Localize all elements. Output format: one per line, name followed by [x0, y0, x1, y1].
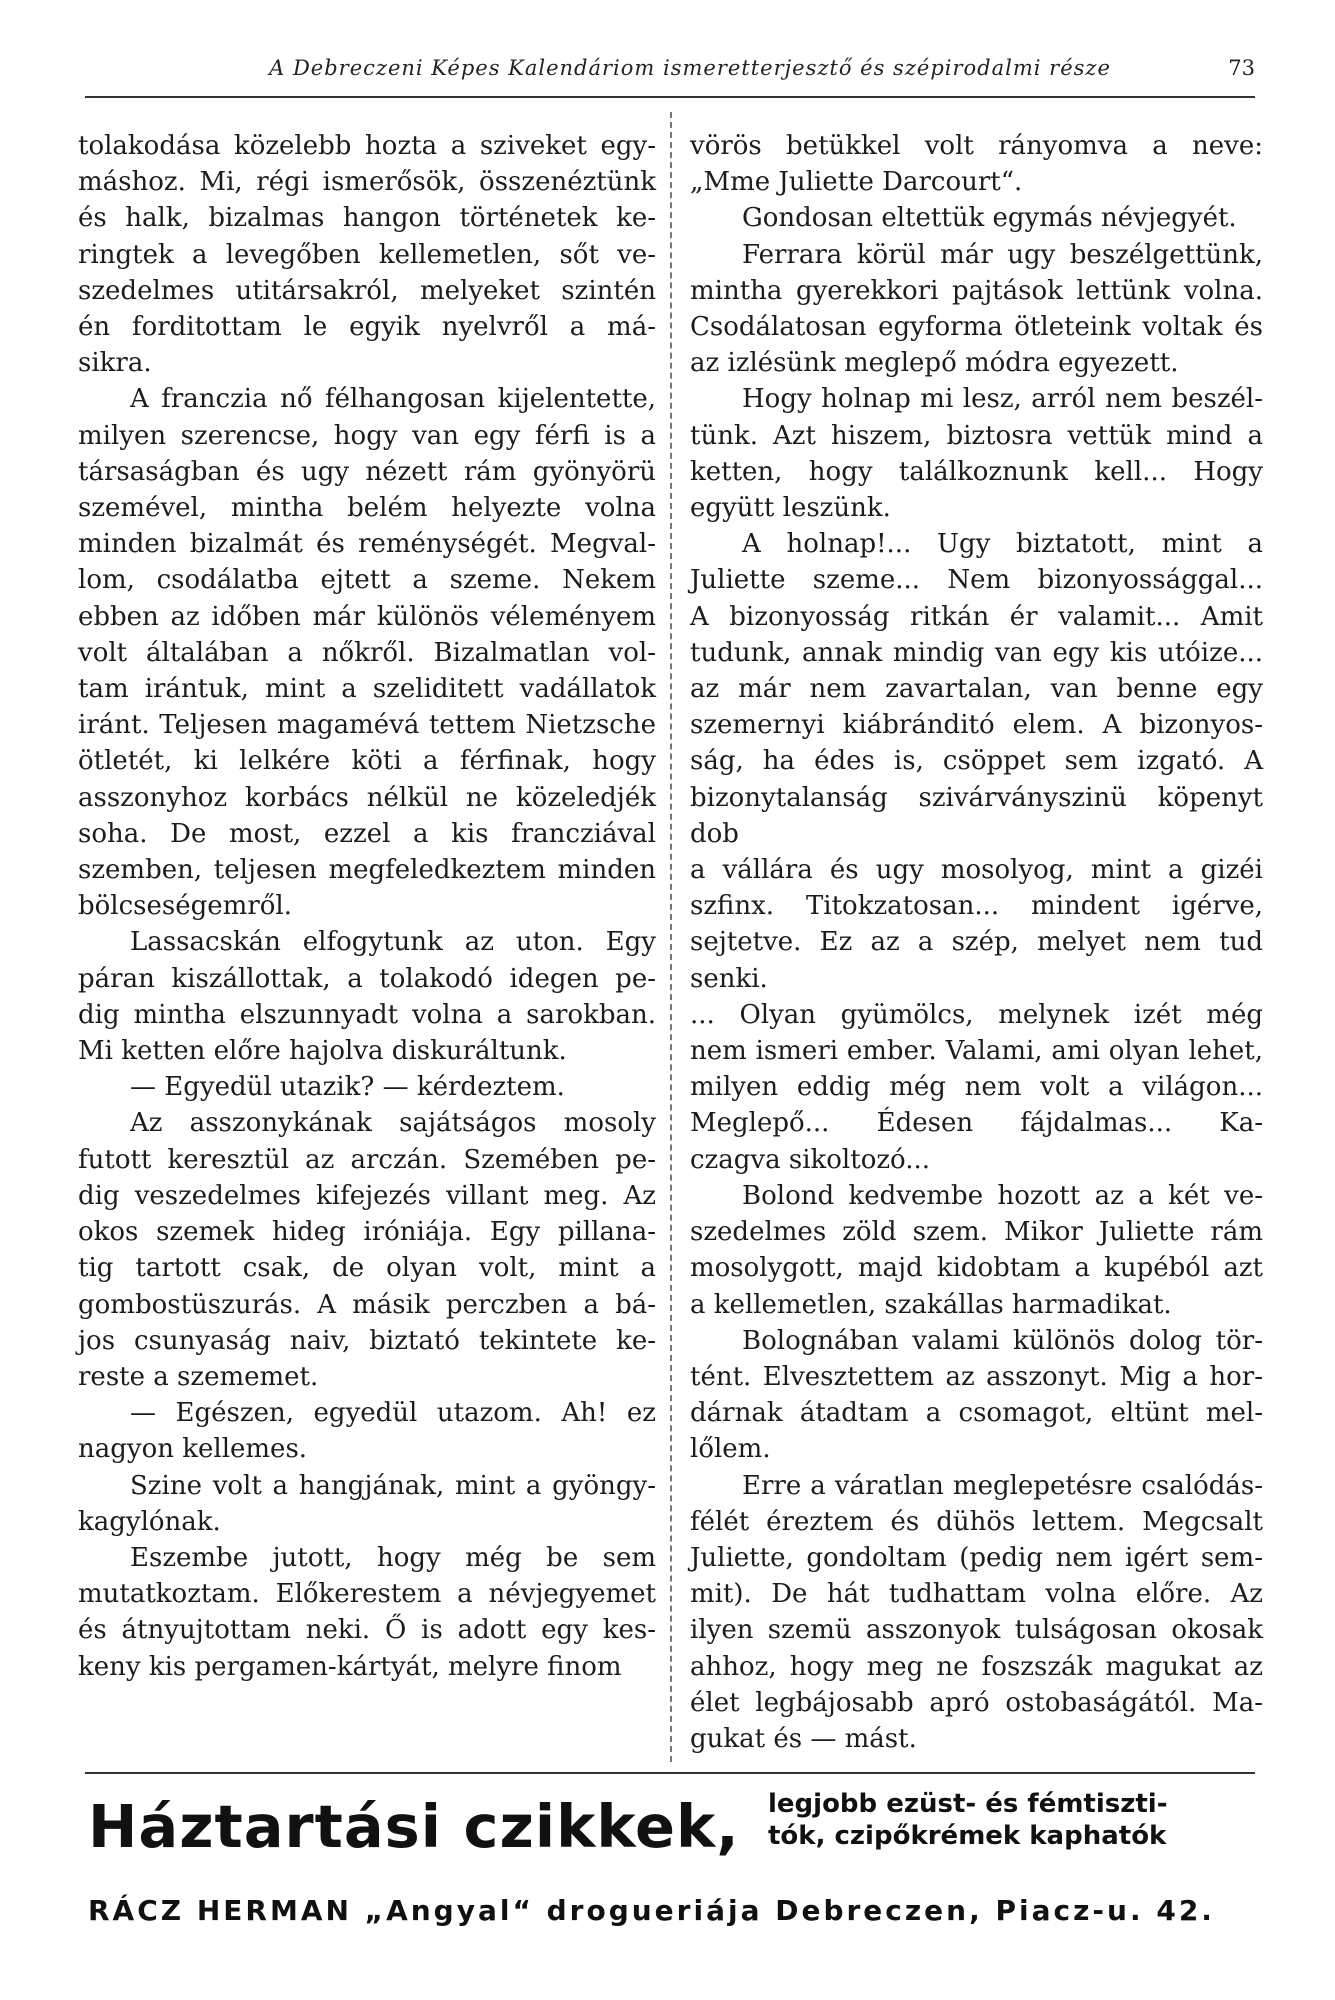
text-line: szfinx. Titokzatosan... mindent igérve,	[690, 891, 1263, 922]
text-line: jos csunyaság naiv, biztató tekintete ke-	[78, 1325, 656, 1356]
text-line: élet legbájosabb apró ostobaságától. Ma-	[690, 1687, 1263, 1718]
text-line: Bolond kedvembe hozott az a két ve-	[742, 1180, 1263, 1211]
text-line: tam irántuk, mint a szeliditett vadállatok	[78, 674, 656, 705]
text-line: tolakodása közelebb hozta a sziveket egy-	[78, 131, 656, 161]
page-header	[90, 56, 1255, 96]
text-line: kagylónak.	[78, 1506, 221, 1537]
advertisement-address: RÁCZ HERMAN „Angyal“ drogueriája Debreczen, Piacz-u. 42.	[88, 1894, 1215, 1927]
text-line: A holnap!... Ugy biztatott, mint a	[742, 529, 1263, 560]
text-line: minden bizalmát és reménységét. Megval-	[78, 529, 656, 560]
text-line: dig veszedelmes kifejezés villant meg. Az	[78, 1180, 656, 1211]
advertisement-side-text	[768, 1788, 1268, 1852]
text-line: lom, csodálatba ejtett a szeme. Nekem	[78, 565, 656, 596]
text-line: milyen eddig még nem volt a világon...	[690, 1072, 1263, 1103]
text-line: mosolygott, majd kidobtam a kupéból azt	[690, 1253, 1263, 1284]
text-line: nem ismeri ember. Valami, ami olyan lehet,	[690, 1036, 1263, 1067]
text-line: ahhoz, hogy meg ne foszszák magukat az	[690, 1651, 1263, 1682]
text-line: — Egészen, egyedül utazom. Ah! ez	[130, 1398, 656, 1429]
text-line: a vállára és ugy mosolyog, mint a gizéi	[690, 855, 1263, 886]
text-line: lőlem.	[690, 1434, 771, 1465]
text-line: czagva sikoltozó...	[690, 1144, 931, 1175]
text-line: okos szemek hideg iróniája. Egy pillana-	[78, 1217, 656, 1248]
column-divider	[670, 112, 672, 1762]
text-line: Mi ketten előre hajolva diskuráltunk.	[78, 1036, 567, 1067]
text-line: Az asszonykának sajátságos mosoly	[130, 1108, 656, 1139]
text-line: asszonyhoz korbács nélkül ne közeledjék	[78, 782, 656, 813]
text-line: szedelmes utitársakról, melyeket szintén	[78, 275, 656, 306]
text-line: gombostüszurás. A másik perczben a bá-	[78, 1289, 656, 1320]
text-line: ketten, hogy találkoznunk kell... Hogy	[690, 456, 1263, 487]
header-rule	[85, 96, 1255, 98]
text-line: szedelmes zöld szem. Mikor Juliette rám	[690, 1217, 1263, 1248]
text-line: ötletét, ki lelkére köti a férfinak, hogy	[78, 746, 656, 777]
text-line: A franczia nő félhangosan kijelentette,	[130, 384, 656, 415]
text-line: Erre a váratlan meglepetésre csalódás-	[742, 1470, 1263, 1501]
text-line: Gondosan eltettük egymás névjegyét.	[742, 203, 1237, 234]
text-line: volt általában a nőkről. Bizalmatlan vol-	[78, 637, 656, 668]
text-line: nagyon kellemes.	[78, 1434, 308, 1465]
page-number: 73	[1228, 56, 1255, 80]
text-line: Csodálatosan egyforma ötleteink voltak és	[690, 312, 1263, 343]
text-line: keny kis pergamen-kártyát, melyre finom	[78, 1651, 622, 1682]
text-line: dig mintha elszunnyadt volna a sarokban.	[78, 999, 656, 1030]
text-line: Bolognában valami különös dolog tör-	[742, 1325, 1263, 1356]
text-line: Juliette szeme... Nem bizonyossággal...	[690, 565, 1263, 596]
text-line: Szine volt a hangjának, mint a gyöngy-	[130, 1470, 656, 1501]
advertisement-rule	[85, 1772, 1255, 1774]
text-line: sikra.	[78, 348, 152, 379]
text-line: — Egyedül utazik? — kérdeztem.	[130, 1072, 565, 1103]
text-line: és halk, bizalmas hangon történetek ke-	[78, 203, 656, 234]
text-line: futott keresztül az arczán. Szemében pe-	[78, 1144, 656, 1175]
text-line: dárnak átadtam a csomagot, eltünt mel-	[690, 1398, 1263, 1429]
text-line: tudunk, annak mindig van egy kis utóize...	[690, 637, 1263, 668]
text-line: reste a szememet.	[78, 1361, 319, 1392]
text-line: tént. Elvesztettem az asszonyt. Mig a hor-	[690, 1361, 1263, 1392]
text-line: szemével, mintha belém helyezte volna	[78, 493, 656, 524]
text-line: Hogy holnap mi lesz, arról nem beszél-	[742, 384, 1263, 415]
text-line: milyen szerencse, hogy van egy férfi is a	[78, 420, 656, 451]
text-line: iránt. Teljesen magamévá tettem Nietzsche	[78, 710, 656, 741]
text-line: A bizonyosság ritkán ér valamit... Amit	[690, 601, 1263, 632]
text-line: ebben az időben már különös véleményem	[78, 601, 656, 632]
text-line: Juliette, gondoltam (pedig nem igért sem-	[690, 1542, 1263, 1573]
text-line: bölcseségemről.	[78, 891, 292, 922]
text-line: máshoz. Mi, régi ismerősök, összenéztünk	[78, 167, 656, 198]
advertisement-side-line: legjobb ezüst- és fémtiszti-	[768, 1789, 1168, 1819]
text-line: sejtetve. Ez az a szép, melyet nem tud senki.	[690, 927, 1263, 994]
advertisement	[88, 1784, 1268, 1974]
text-line: vörös betükkel volt rányomva a neve:	[690, 131, 1263, 161]
text-line: az izlésünk meglepő módra egyezett.	[690, 348, 1179, 379]
text-line: bizonytalanság szivárványszinü köpenyt dob	[690, 782, 1263, 849]
text-line: mit). De hát tudhattam volna előre. Az	[690, 1579, 1263, 1610]
text-line: Meglepő... Édesen fájdalmas... Ka-	[690, 1108, 1263, 1139]
text-line: páran kiszállottak, a tolakodó idegen pe-	[78, 963, 656, 994]
text-line: gukat és — mást.	[690, 1723, 917, 1754]
text-line: ilyen szemü asszonyok tulságosan okosak	[690, 1615, 1263, 1646]
text-line: szemben, teljesen megfeledkeztem minden	[78, 855, 656, 886]
text-line: mutatkoztam. Előkerestem a névjegyemet	[78, 1579, 656, 1610]
text-line: és átnyujtottam neki. Ő is adott egy kes-	[78, 1615, 656, 1646]
text-line: szemernyi kiábránditó elem. A bizonyos-	[690, 710, 1263, 741]
text-line: „Mme Juliette Darcourt“.	[690, 167, 1023, 198]
text-line: soha. De most, ezzel a kis francziával	[78, 818, 656, 849]
right-column	[690, 128, 1263, 1757]
running-title: A Debreczeni Képes Kalendáriom ismeretterjesztő és szépirodalmi része	[269, 56, 1111, 80]
text-line: ság, ha édes is, csöppet sem izgató. A	[690, 746, 1263, 777]
text-line: társaságban és ugy nézett rám gyönyörü	[78, 456, 656, 487]
text-line: ... Olyan gyümölcs, melynek izét még	[690, 999, 1263, 1030]
text-line: Eszembe jutott, hogy még be sem	[130, 1542, 656, 1573]
text-line: Ferrara körül már ugy beszélgettünk,	[742, 239, 1263, 270]
text-line: az már nem zavartalan, van benne egy	[690, 674, 1263, 705]
text-line: tig tartott csak, de olyan volt, mint a	[78, 1253, 656, 1284]
advertisement-side-line: tók, czipőkrémek kaphatók	[768, 1821, 1167, 1851]
text-line: Lassacskán elfogytunk az uton. Egy	[130, 927, 656, 958]
text-line: együtt leszünk.	[690, 493, 891, 524]
left-column	[78, 128, 656, 1685]
text-line: én forditottam le egyik nyelvről a má-	[78, 312, 656, 343]
text-line: félét éreztem és dühös lettem. Megcsalt	[690, 1506, 1263, 1537]
text-line: mintha gyerekkori pajtások lettünk volna.	[690, 275, 1263, 306]
advertisement-title: Háztartási czikkek,	[88, 1792, 740, 1861]
text-line: a kellemetlen, szakállas harmadikat.	[690, 1289, 1172, 1320]
text-line: tünk. Azt hiszem, biztosra vettük mind a	[690, 420, 1263, 451]
text-line: ringtek a levegőben kellemetlen, sőt ve-	[78, 239, 656, 270]
